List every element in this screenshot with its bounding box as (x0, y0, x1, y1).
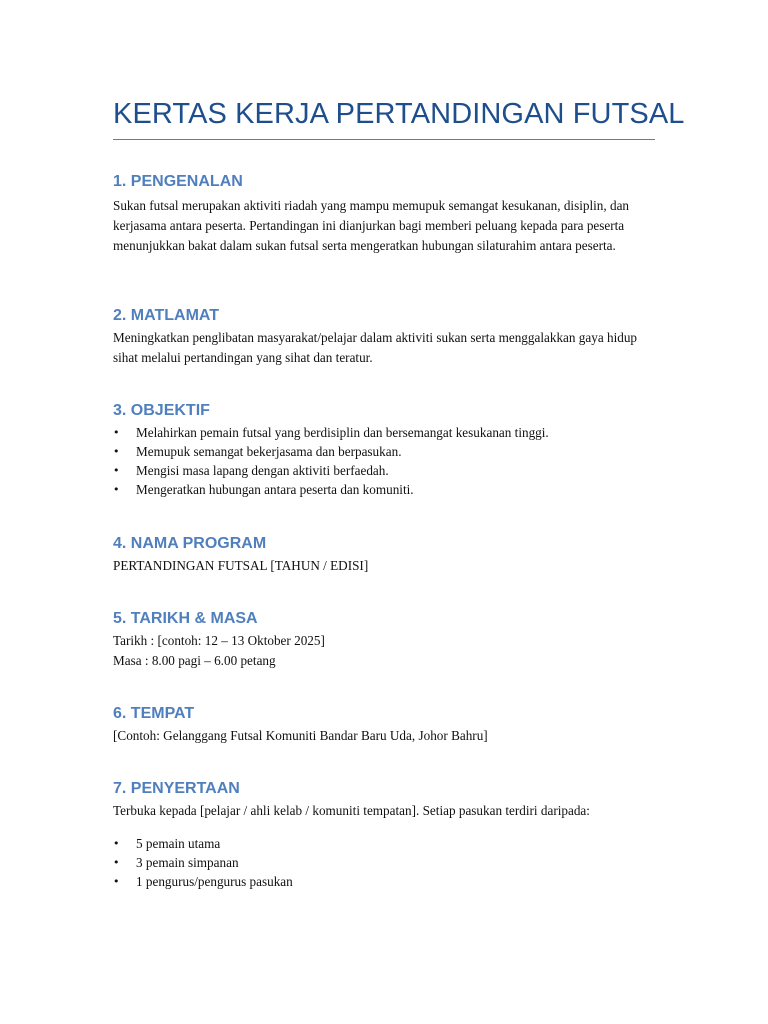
section-tarikh-masa (113, 609, 655, 671)
list-item (113, 423, 655, 442)
list-item (113, 461, 655, 480)
date-line: Tarikh : [contoh: 12 – 13 Oktober 2025] (113, 633, 325, 648)
list-item (113, 480, 655, 499)
list-item-text: Mengisi masa lapang dengan aktiviti berfaedah. (136, 463, 389, 478)
section-heading: 3. OBJEKTIF (113, 402, 210, 419)
section-heading: 4. NAMA PROGRAM (113, 535, 267, 552)
bullet-icon: • (113, 483, 120, 496)
list-item-text: Memupuk semangat bekerjasama dan berpasukan. (136, 444, 402, 459)
section-heading: 5. TARIKH & MASA (113, 610, 258, 627)
section-paragraph: Meningkatkan penglibatan masyarakat/pelajar dalam aktiviti sukan serta menggalakkan gaya hidup sihat melalui pertandingan yang sihat dan teratur. (113, 330, 638, 365)
document-title: KERTAS KERJA PERTANDINGAN FUTSAL (113, 98, 685, 130)
section-line: [Contoh: Gelanggang Futsal Komuniti Bandar Baru Uda, Johor Bahru] (113, 728, 488, 743)
section-line: Terbuka kepada [pelajar / ahli kelab / komuniti tempatan]. Setiap pasukan terdiri daripada: (113, 803, 590, 818)
section-objektif (113, 401, 655, 499)
section-tempat (113, 704, 655, 746)
title-underline (113, 139, 655, 140)
section-heading: 6. TEMPAT (113, 705, 195, 722)
list-item-text: 3 pemain simpanan (136, 855, 239, 870)
bullet-icon: • (113, 426, 120, 439)
section-heading: 7. PENYERTAAN (113, 780, 240, 797)
list-item-text: Mengeratkan hubungan antara peserta dan komuniti. (136, 482, 414, 497)
bullet-icon: • (113, 856, 120, 869)
list-item (113, 442, 655, 461)
section-paragraph: Sukan futsal merupakan aktiviti riadah yang mampu memupuk semangat kesukanan, disiplin, dan kerjasama antara peserta. Pertandingan ini dianjurkan bagi memberi peluang kepada para peserta menunjukkan bakat dalam sukan futsal serta mengeratkan hubungan silaturahim antara peserta. (113, 198, 630, 253)
list-item-text: Melahirkan pemain futsal yang berdisiplin dan bersemangat kesukanan tinggi. (136, 425, 549, 440)
section-heading: 2. MATLAMAT (113, 307, 220, 324)
participation-list (113, 834, 655, 891)
section-line: PERTANDINGAN FUTSAL [TAHUN / EDISI] (113, 558, 369, 573)
section-heading: 1. PENGENALAN (113, 173, 243, 190)
list-item-text: 1 pengurus/pengurus pasukan (136, 874, 293, 889)
objective-list (113, 423, 655, 499)
bullet-icon: • (113, 445, 120, 458)
list-item (113, 872, 655, 891)
list-item (113, 853, 655, 872)
section-pengenalan (113, 172, 655, 256)
bullet-icon: • (113, 464, 120, 477)
section-nama-program (113, 534, 655, 576)
list-item (113, 834, 655, 853)
section-penyertaan (113, 779, 655, 891)
list-item-text: 5 pemain utama (136, 836, 221, 851)
bullet-icon: • (113, 875, 120, 888)
time-line: Masa : 8.00 pagi – 6.00 petang (113, 653, 276, 668)
bullet-icon: • (113, 837, 120, 850)
section-matlamat (113, 306, 655, 368)
